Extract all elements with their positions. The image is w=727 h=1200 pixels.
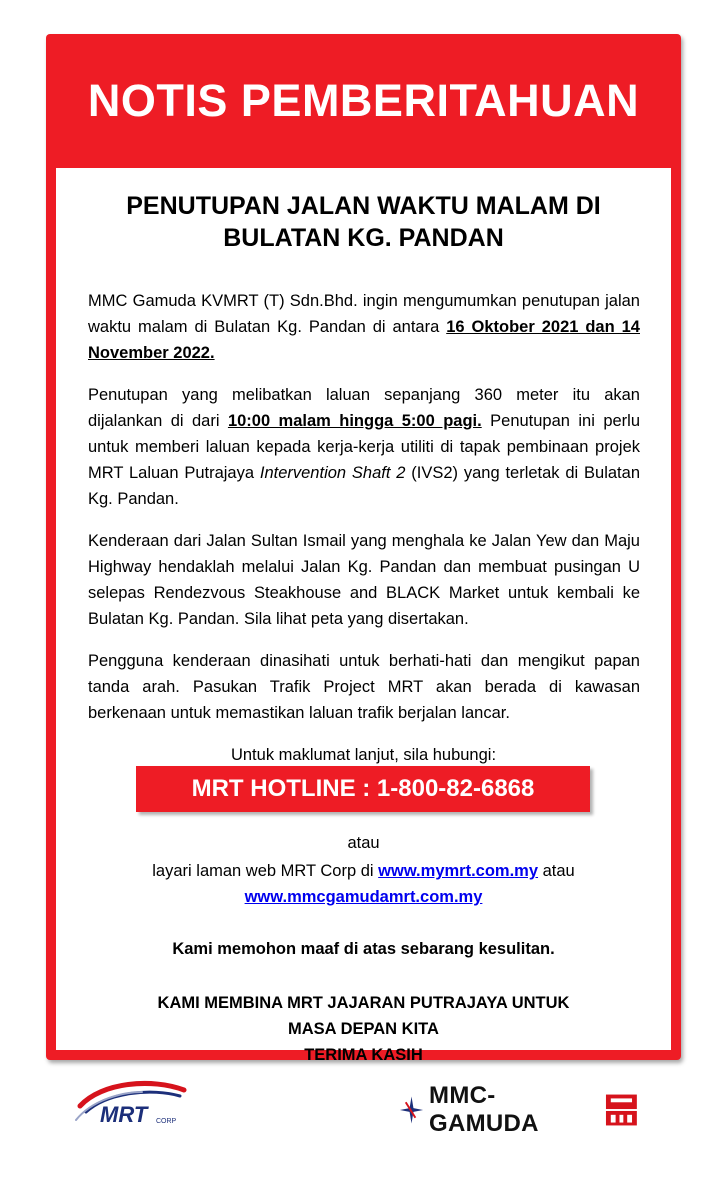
closing-line-2: MASA DEPAN KITA: [288, 1020, 439, 1038]
paragraph-announcement: [88, 288, 640, 366]
website-line: [56, 858, 671, 884]
website-suffix: atau: [538, 862, 575, 880]
mmc-gamuda-logo: [398, 1082, 638, 1137]
mrt-logo-text: MRT: [100, 1102, 148, 1127]
mmc-star-icon: [398, 1094, 425, 1126]
closure-text-1: Penutupan yang melibatkan laluan sepanjang 360 meter itu akan dijalankan di dari: [88, 386, 640, 430]
notice-frame: [46, 34, 681, 1064]
website-prefix: layari laman web MRT Corp di: [152, 862, 379, 880]
apology-text: Kami memohon maaf di atas sebarang kesulitan.: [172, 940, 555, 958]
closing-line-1: KAMI MEMBINA MRT JAJARAN PUTRAJAYA UNTUK: [157, 994, 570, 1012]
subtitle-line-1: PENUTUPAN JALAN WAKTU MALAM DI: [126, 192, 601, 220]
notice-header: [46, 34, 681, 168]
closing-line-3: TERIMA KASIH: [304, 1046, 423, 1064]
closure-dates: 16 Oktober 2021 dan 14 November 2022.: [88, 318, 640, 362]
paragraph-detour: Kenderaan dari Jalan Sultan Ismail yang menghala ke Jalan Yew dan Maju Highway hendaklah melalui Jalan Kg. Pandan dan membuat pusingan U selepas Rendezvous Steakhouse and BLACK Market untuk kembali ke Bulatan Kg. Pandan. Sila lihat peta yang disertakan.: [88, 532, 640, 628]
contact-intro: Untuk maklumat lanjut, sila hubungi:: [230, 746, 497, 764]
paragraph-advice: Pengguna kenderaan dinasihati untuk berhati-hati dan mengikut papan tanda arah. Pasukan Trafik Project MRT akan berada di kawasan berkenaan untuk memastikan laluan trafik berjalan lancar.: [88, 652, 640, 722]
notice-body: [56, 168, 671, 1064]
announcement-text: MMC Gamuda KVMRT (T) Sdn.Bhd. ingin mengumumkan penutupan jalan waktu malam di Bulatan Kg. Pandan di antara: [88, 292, 640, 336]
mmc-logo-text: MMC-GAMUDA: [429, 1082, 539, 1137]
closure-hours: 10:00 malam hingga 5:00 pagi.: [227, 412, 482, 430]
shaft-name: Intervention Shaft 2: [259, 464, 406, 482]
gamuda-mark-icon: [605, 1093, 638, 1127]
or-text: atau: [347, 834, 380, 852]
website-line-2: [56, 884, 671, 910]
paragraph-closure-details: [88, 382, 640, 512]
closure-text-3: (IVS2) yang terletak di Bulatan Kg. Pandan.: [88, 464, 640, 508]
hotline-banner: MRT HOTLINE : 1-800-82-6868: [136, 766, 590, 812]
mrt-corp-logo: [72, 1076, 192, 1132]
closure-text-2: Penutupan ini perlu untuk memberi laluan kepada kerja-kerja utiliti di tapak pembinaan projek MRT Laluan Putrajaya: [88, 412, 641, 482]
notice-subtitle: [56, 190, 671, 254]
subtitle-line-2: BULATAN KG. PANDAN: [223, 224, 504, 252]
mrt-logo-subtext: CORP: [156, 1118, 177, 1125]
mymrt-link[interactable]: www.mymrt.com.my: [378, 862, 539, 880]
notice-title: NOTIS PEMBERITAHUAN: [87, 75, 640, 126]
mmcgamudamrt-link[interactable]: www.mmcgamudamrt.com.my: [244, 888, 483, 906]
